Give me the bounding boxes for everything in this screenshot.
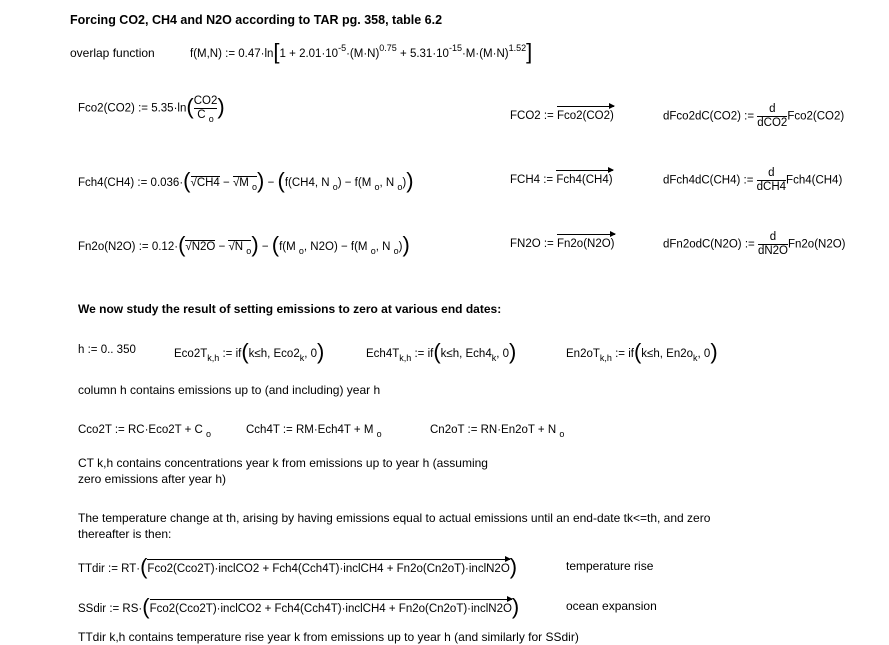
temperature-note-line2: thereafter is then:	[78, 527, 172, 541]
fn2o-vectorized: FN2O := Fn2o(N2O)	[510, 238, 615, 250]
column-note: column h contains emissions up to (and including) year h	[78, 383, 381, 397]
ocean-expansion-label: ocean expansion	[566, 599, 657, 613]
overlap-label: overlap function	[70, 46, 155, 60]
fch4-vectorized: FCH4 := Fch4(CH4)	[510, 174, 613, 186]
fco2-derivative: dFco2dC(CO2) := $\frac{d}{\text{dCO2}}$ Fco2(CO2)	[663, 103, 845, 129]
fn2o-derivative: dFn2odC(N2O) := $\frac{d}{dN2O}$ Fn2o(N2O)	[663, 231, 846, 257]
fco2-vectorized: FCO2 := Fco2(CO2)	[510, 110, 614, 122]
overlap-equation: f(M,N) := $0.47\cdot\ln[1 + 2.01\cdot 10^{-5}\cdot(M\cdot N)^{0.75} + 5.31\cdot 10^{-15}\cdot M\cdot(M\cdot N)^{1.52}]$	[190, 39, 533, 64]
page-title: Forcing CO2, CH4 and N2O according to TAR pg. 358, table 6.2	[70, 13, 443, 27]
fch4-equation: Fch4(CH4) := 0.036·(√ CH4 − √ M $_o$) − (f(CH4, N $_o$) − f(M $_o$, N $_o$))	[78, 171, 414, 189]
en2ot-definition: $En2oT_{k,h}$ := if(k≤h, $En2o_k$, 0)	[566, 339, 718, 364]
final-note: TTdir k,h contains temperature rise year k from emissions up to year h (and similarly for SSdir)	[78, 630, 579, 644]
temperature-rise-label: temperature rise	[566, 559, 654, 573]
ech4t-definition: $Ech4T_{k,h}$ := if(k≤h, $Ech4_k$, 0)	[366, 339, 517, 364]
ttdir-equation: TTdir := RT·(Fco2(Cco2T)·inclCO2 + Fch4(Cch4T)·inclCH4 + Fn2o(Cn2oT)·inclN2O)	[78, 554, 518, 579]
cch4t-equation: Cch4T := RM·Ech4T + M $_o$	[246, 424, 382, 439]
cco2t-equation: Cco2T := RC·Eco2T + C $_o$	[78, 424, 212, 439]
cn2ot-equation: Cn2oT := RN·En2oT + N $_o$	[430, 424, 565, 439]
eco2t-definition: $Eco2T_{k,h}$ := if(k≤h, $Eco2_k$, 0)	[174, 339, 325, 364]
fch4-derivative: dFch4dC(CH4) := $\frac{d}{\text{dCH4}}$ Fch4(CH4)	[663, 167, 843, 193]
h-range: h := 0.. 350	[78, 344, 136, 356]
study-heading: We now study the result of setting emissions to zero at various end dates:	[78, 302, 502, 316]
ct-note-line2: zero emissions after year h)	[78, 472, 227, 486]
ssdir-equation: SSdir := RS·(Fco2(Cco2T)·inclCO2 + Fch4(Cch4T)·inclCH4 + Fn2o(Cn2oT)·inclN2O)	[78, 594, 520, 619]
temperature-note-line1: The temperature change at th, arising by having emissions equal to actual emissions until an end-date tk<=th, and zero	[78, 511, 711, 525]
ct-note-line1: CT k,h contains concentrations year k from emissions up to year h (assuming	[78, 456, 488, 470]
fco2-equation: Fco2(CO2) := 5.35·ln( $\frac{CO2}{C _o}$ )	[78, 93, 225, 124]
fn2o-equation: Fn2o(N2O) := 0.12·(√ N2O − √ N $_o$) − (f(M $_o$, N2O) − f(M $_o$, N $_o$))	[78, 235, 410, 253]
